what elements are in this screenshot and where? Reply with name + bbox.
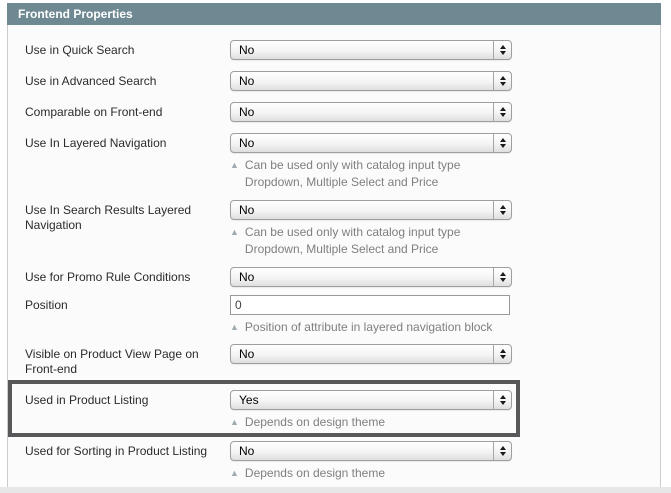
field-note [230, 319, 512, 336]
select-value: No [239, 270, 255, 284]
field-note [230, 157, 512, 191]
used-for-sorting-in-product-listing-select[interactable] [230, 441, 512, 461]
note-text: Can be used only with catalog input type Dropdown, Multiple Select and Price [244, 225, 461, 256]
used-in-product-listing-select[interactable] [230, 390, 512, 410]
field-note [230, 465, 512, 482]
position-input[interactable] [230, 295, 510, 315]
page-bottom-strip [0, 487, 671, 493]
note-text: Can be used only with catalog input type Dropdown, Multiple Select and Price [244, 158, 461, 189]
select-arrows-icon [493, 268, 511, 286]
select-value: No [239, 444, 255, 458]
select-arrows-icon [493, 442, 511, 460]
section-header [7, 3, 661, 25]
select-value: No [239, 203, 255, 217]
form-row-use-in-quick-search [25, 40, 660, 60]
field-label: Comparable on Front-end [25, 105, 163, 119]
field-note [230, 224, 512, 258]
select-value: No [239, 105, 255, 119]
note-marker-icon: ▲ [230, 417, 239, 427]
field-label: Used for Sorting in Product Listing [25, 444, 208, 458]
note-text: Position of attribute in layered navigation block [244, 320, 493, 334]
note-marker-icon: ▲ [230, 468, 239, 478]
select-value: No [239, 136, 255, 150]
form-row-used-in-product-listing [25, 390, 516, 431]
form-row-use-for-promo-rule-conditions [25, 267, 660, 287]
field-label: Use In Search Results Layered Navigation [25, 203, 192, 232]
select-arrows-icon [493, 345, 511, 363]
note-marker-icon: ▲ [230, 322, 239, 332]
visible-on-product-view-page-select[interactable] [230, 344, 512, 364]
section-title: Frontend Properties [18, 7, 133, 21]
form-row-comparable-on-frontend [25, 102, 660, 122]
form-row-use-in-layered-navigation [25, 133, 660, 191]
note-marker-icon: ▲ [230, 227, 239, 237]
select-value: No [239, 74, 255, 88]
select-arrows-icon [493, 201, 511, 219]
highlight-box-used-in-product-listing [8, 380, 520, 437]
use-in-advanced-search-select[interactable] [230, 71, 512, 91]
note-text: Depends on design theme [244, 466, 386, 480]
select-arrows-icon [493, 391, 511, 409]
form-row-visible-on-product-view-page [25, 344, 660, 377]
comparable-on-frontend-select[interactable] [230, 102, 512, 122]
note-text: Depends on design theme [244, 415, 386, 429]
use-in-search-results-layered-navigation-select[interactable] [230, 200, 512, 220]
select-arrows-icon [493, 41, 511, 59]
field-label: Visible on Product View Page on Front-end [25, 347, 199, 376]
field-label: Use in Quick Search [25, 43, 135, 57]
form-row-use-in-advanced-search [25, 71, 660, 91]
select-value: Yes [239, 393, 259, 407]
use-for-promo-rule-conditions-select[interactable] [230, 267, 512, 287]
note-marker-icon: ▲ [230, 160, 239, 170]
select-value: No [239, 347, 255, 361]
field-label: Use for Promo Rule Conditions [25, 270, 191, 284]
frontend-properties-panel [7, 3, 661, 491]
field-label: Use in Advanced Search [25, 74, 157, 88]
select-arrows-icon [493, 72, 511, 90]
field-label: Use In Layered Navigation [25, 136, 167, 150]
field-label: Used in Product Listing [25, 393, 149, 407]
select-arrows-icon [493, 134, 511, 152]
select-value: No [239, 43, 255, 57]
select-arrows-icon [493, 103, 511, 121]
section-body [7, 25, 661, 491]
form-row-use-in-search-results-layered-navigation [25, 200, 660, 258]
use-in-quick-search-select[interactable] [230, 40, 512, 60]
use-in-layered-navigation-select[interactable] [230, 133, 512, 153]
form-row-position [25, 295, 660, 336]
form-row-used-for-sorting-in-product-listing [25, 441, 660, 482]
field-label: Position [25, 298, 68, 312]
field-note [230, 414, 512, 431]
